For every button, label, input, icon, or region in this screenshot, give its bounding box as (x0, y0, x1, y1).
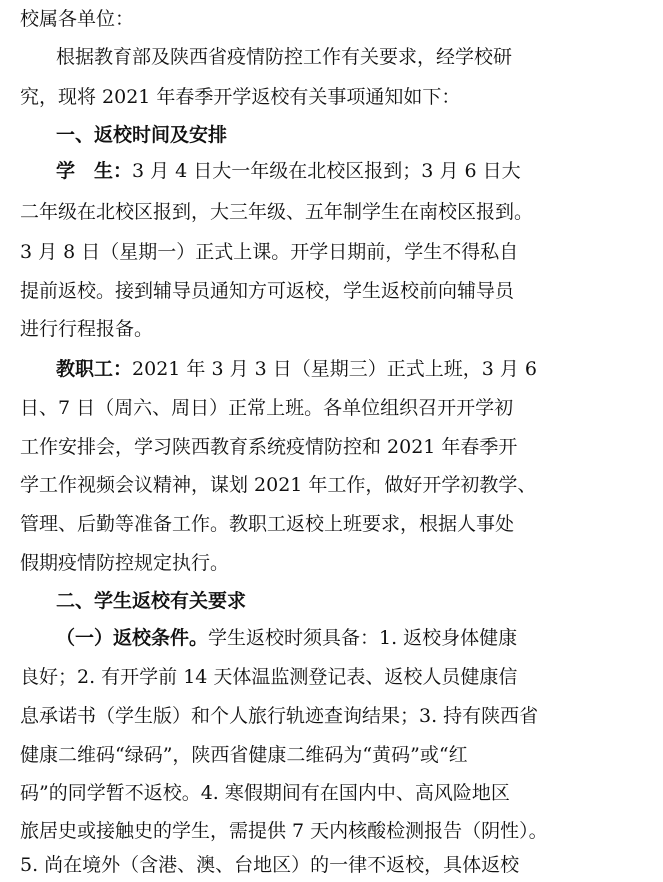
paragraph-conditions-line-6 (20, 814, 627, 848)
paragraph-staff-line-6 (20, 546, 627, 580)
students-lead: 学 生： (56, 160, 133, 182)
paragraph-staff-line-2 (20, 391, 627, 425)
line-content: 教职工：2021 年 3 月 3 日（星期三）正式上班，3 月 6 (56, 358, 538, 380)
line-content: 5. 尚在境外（含港、澳、台地区）的一律不返校，具体返校 (20, 854, 520, 876)
paragraph-students-line-2 (20, 195, 627, 229)
paragraph-intro-line-1 (56, 40, 607, 74)
paragraph-conditions-line-7 (20, 848, 627, 876)
section-heading-1 (56, 118, 663, 152)
section-heading-2 (56, 584, 663, 618)
paragraph-conditions-line-1 (56, 621, 607, 655)
line-content: 进行行程报备。 (20, 318, 154, 340)
paragraph-intro-line-2 (20, 80, 627, 114)
paragraph-staff-line-4 (20, 468, 627, 502)
paragraph-students-line-1 (56, 154, 607, 188)
line-content: 学工作视频会议精神，谋划 2021 年工作，做好开学初教学、 (20, 474, 537, 496)
paragraph-conditions-line-5 (20, 776, 627, 810)
paragraph-students-line-5 (20, 312, 627, 346)
line-content: 二、学生返校有关要求 (56, 590, 247, 612)
paragraph-students-line-3 (20, 235, 627, 269)
line-content: 究，现将 2021 年春季开学返校有关事项通知如下： (20, 86, 461, 108)
paragraph-staff-line-1 (56, 352, 607, 386)
line-content: 根据教育部及陕西省疫情防控工作有关要求，经学校研 (56, 46, 513, 68)
paragraph-staff-line-5 (20, 507, 627, 541)
line-content: 工作安排会，学习陕西教育系统疫情防控和 2021 年春季开 (20, 436, 518, 458)
paragraph-conditions-line-2 (20, 660, 627, 694)
line-content: 假期疫情防控规定执行。 (20, 552, 230, 574)
paragraph-staff-line-3 (20, 430, 627, 464)
paragraph-conditions-line-4 (20, 738, 627, 772)
paragraph-students-line-4 (20, 274, 627, 308)
line-content: 学 生：3 月 4 日大一年级在北校区报到；3 月 6 日大 (56, 160, 521, 182)
line-content: （一）返校条件。学生返校时须具备：1. 返校身体健康 (56, 627, 518, 649)
salutation (20, 2, 627, 36)
line-content: 码”的同学暂不返校。4. 寒假期间有在国内中、高风险地区 (20, 782, 510, 804)
line-content: 旅居史或接触史的学生，需提供 7 天内核酸检测报告（阴性）。 (20, 820, 548, 842)
line-content: 3 月 8 日（星期一）正式上课。开学日期前，学生不得私自 (20, 241, 519, 263)
line-content: 一、返校时间及安排 (56, 124, 228, 146)
line-content: 健康二维码“绿码”，陕西省健康二维码为“黄码”或“红 (20, 744, 468, 766)
line-content: 息承诺书（学生版）和个人旅行轨迹查询结果；3. 持有陕西省 (20, 705, 539, 727)
line-content: 校属各单位： (20, 8, 135, 30)
staff-lead: 教职工： (56, 358, 133, 380)
line-content: 日、7 日（周六、周日）正常上班。各单位组织召开开学初 (20, 397, 514, 419)
line-content: 管理、后勤等准备工作。教职工返校上班要求，根据人事处 (20, 513, 515, 535)
line-content: 提前返校。接到辅导员通知方可返校，学生返校前向辅导员 (20, 280, 515, 302)
line-content: 二年级在北校区报到，大三年级、五年制学生在南校区报到。 (20, 201, 534, 223)
line-content: 良好；2. 有开学前 14 天体温监测登记表、返校人员健康信 (20, 666, 518, 688)
paragraph-conditions-line-3 (20, 699, 627, 733)
conditions-lead: （一）返校条件。 (56, 627, 209, 649)
